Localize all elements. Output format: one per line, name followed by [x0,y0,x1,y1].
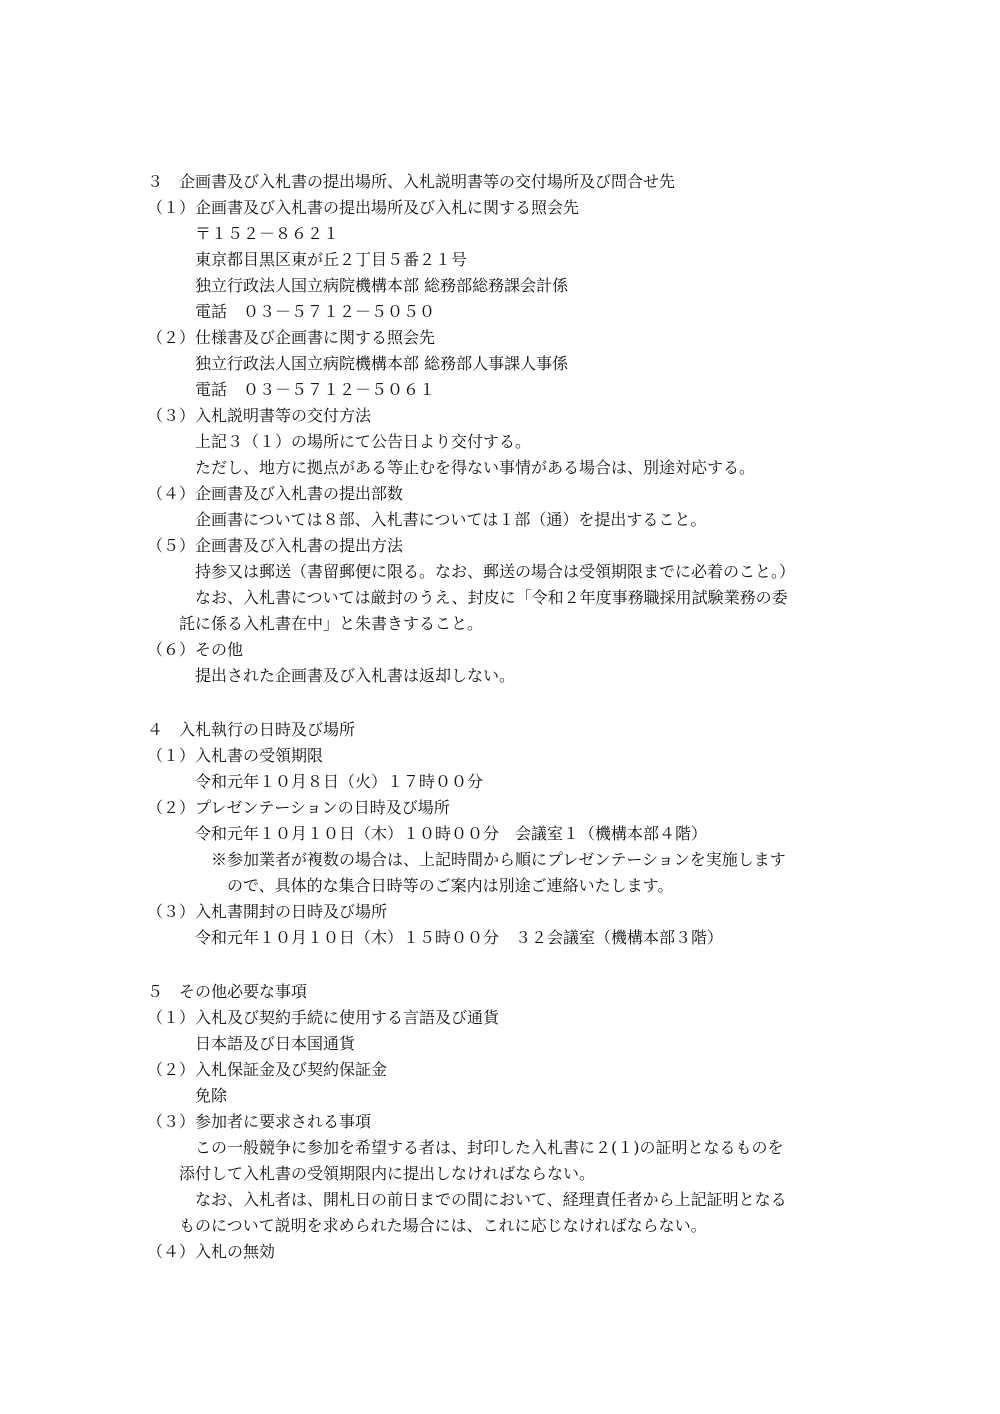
section-4-heading: ４ 入札執行の日時及び場所 [147,720,356,739]
item-4-3-label: （３）入札書開封の日時及び場所 [147,902,388,921]
item-5-1-label: （１）入札及び契約手続に使用する言語及び通貨 [147,1008,500,1027]
body-text: 企画書については８部、入札書については１部（通）を提出すること。 [195,510,707,529]
office-name: 独立行政法人国立病院機構本部 総務部総務課会計係 [195,276,569,295]
office-name: 独立行政法人国立病院機構本部 総務部人事課人事係 [195,354,569,373]
item-3-2-label: （２）仕様書及び企画書に関する照会先 [147,328,436,347]
body-text: 添付して入札書の受領期限内に提出しなければならない。 [179,1164,596,1183]
phone-number: 電話 ０３－５７１２－５０６１ [195,380,436,399]
address: 東京都目黒区東が丘２丁目５番２１号 [195,250,468,269]
phone-number: 電話 ０３－５７１２－５０５０ [195,302,436,321]
opening-datetime: 令和元年１０月１０日（木）１５時００分 ３２会議室（機構本部３階） [195,928,724,947]
body-text: 日本語及び日本国通貨 [195,1034,356,1053]
body-text: なお、入札者は、開札日の前日までの間において、経理責任者から上記証明となる [195,1190,787,1209]
body-text: 持参又は郵送（書留郵便に限る。なお、郵送の場合は受領期限までに必着のこと。） [195,562,796,581]
section-3-heading: ３ 企画書及び入札書の提出場所、入札説明書等の交付場所及び問合せ先 [147,172,676,191]
body-text: ただし、地方に拠点がある等止むを得ない事情がある場合は、別途対応する。 [195,458,756,477]
postal-code: 〒１５２－８６２１ [195,224,340,243]
item-3-1-label: （１）企画書及び入札書の提出場所及び入札に関する照会先 [147,198,580,217]
presentation-datetime: 令和元年１０月１０日（木）１０時００分 会議室１（機構本部４階） [195,824,708,843]
item-3-3-label: （３）入札説明書等の交付方法 [147,406,372,425]
section-5-heading: ５ その他必要な事項 [147,982,308,1001]
body-text: なお、入札書については厳封のうえ、封皮に「令和２年度事務職採用試験業務の委 [195,588,788,607]
item-5-3-label: （３）参加者に要求される事項 [147,1112,372,1131]
body-text: 免除 [195,1086,228,1105]
item-3-6-label: （６）その他 [147,640,244,659]
deadline-datetime: 令和元年１０月８日（火）１７時００分 [195,772,484,791]
note-text: ので、具体的な集合日時等のご案内は別途ご連絡いたします。 [227,876,674,895]
body-text: この一般競争に参加を希望する者は、封印した入札書に２(１)の証明となるものを [195,1138,784,1157]
body-text: 託に係る入札書在中」と朱書きすること。 [179,614,484,633]
note-text: ※参加業者が複数の場合は、上記時間から順にプレゼンテーションを実施します [211,850,786,869]
body-text: 提出された企画書及び入札書は返却しない。 [195,666,516,685]
item-3-5-label: （５）企画書及び入札書の提出方法 [147,536,404,555]
item-4-2-label: （２）プレゼンテーションの日時及び場所 [147,798,450,817]
item-4-1-label: （１）入札書の受領期限 [147,746,324,765]
body-text: ものについて説明を求められた場合には、これに応じなければならない。 [179,1216,707,1235]
item-5-2-label: （２）入札保証金及び契約保証金 [147,1060,388,1079]
item-3-4-label: （４）企画書及び入札書の提出部数 [147,484,404,503]
body-text: 上記３（１）の場所にて公告日より交付する。 [195,432,532,451]
item-5-4-label: （４）入札の無効 [147,1242,276,1261]
